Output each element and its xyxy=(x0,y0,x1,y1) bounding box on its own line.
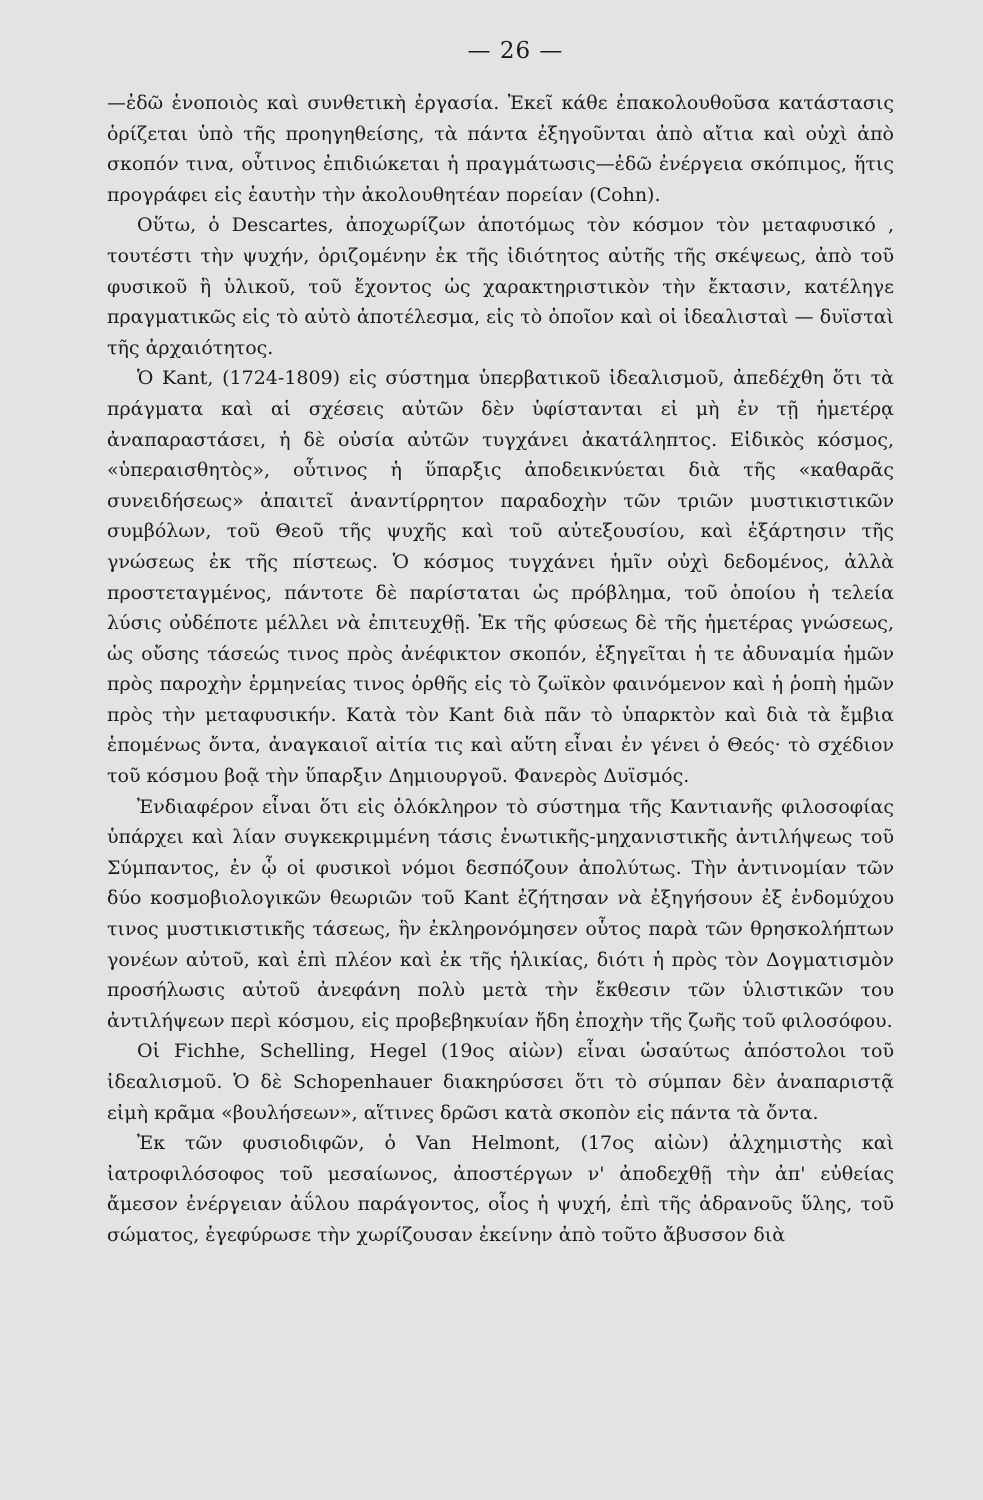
paragraph-kantian-philosophy: Ἐνδιαφέρον εἶναι ὅτι εἰς ὁλόκληρον τὸ σύστημα τῆς Καντιανῆς φιλοσοφίας ὑπάρχει καὶ λίαν συγκεκριμμένη τάσις ἑνωτικῆς-μηχανιστικῆς ἀντιλήψεως τοῦ Σύμπαντος, ἐν ᾧ οἱ φυσικοὶ νόμοι δεσπόζουν ἀπολύτως. Τὴν ἀντινομίαν τῶν δύο κοσμοβιολογικῶν θεωριῶν τοῦ Kant ἐζήτησαν νὰ ἐξηγήσουν ἐξ ἐνδομύχου τινος μυστικιστικῆς τάσεως, ἣν ἐκληρονόμησεν οὗτος παρὰ τῶν θρησκολήπτων γονέων αὐτοῦ, καὶ ἐπὶ πλέον καὶ ἐκ τῆς ἡλικίας, διότι ἡ πρὸς τὸν Δογματισμὸν προσήλωσις αὐτοῦ ἀνεφάνη πολὺ μετὰ τὴν ἔκθεσιν τῶν ὑλιστικῶν του ἀντιλήψεων περὶ κόσμου, εἰς προβεβηκυίαν ἤδη ἐποχὴν τῆς ζωῆς τοῦ φιλοσόφου. xyxy=(107,795,894,1032)
paragraph-kant: Ὁ Kant, (1724-1809) εἰς σύστημα ὑπερβατικοῦ ἰδεαλισμοῦ, ἀπεδέχθη ὅτι τὰ πράγματα καὶ αἱ σχέσεις αὐτῶν δὲν ὑφίστανται εἰ μὴ ἐν τῇ ἡμετέρᾳ ἀναπαραστάσει, ἡ δὲ οὐσία αὐτῶν τυγχάνει ἀκατάληπτος. Εἰδικὸς κόσμος, «ὑπεραισθητὸς», οὗτινος ἡ ὕπαρξις ἀποδεικνύεται διὰ τῆς «καθαρᾶς συνειδήσεως» ἀπαιτεῖ ἀναντίρρητον παραδοχὴν τῶν τριῶν μυστικιστικῶν συμβόλων, τοῦ Θεοῦ τῆς ψυχῆς καὶ τοῦ αὐτεξουσίου, καὶ ἐξάρτησιν τῆς γνώσεως ἐκ τῆς πίστεως. Ὁ κόσμος τυγχάνει ἡμῖν οὐχὶ δεδομένος, ἀλλὰ προστεταγμένος, πάντοτε δὲ παρίσταται ὡς πρόβλημα, τοῦ ὁποίου ἡ τελεία λύσις οὐδέποτε μέλλει νὰ ἐπιτευχθῇ. Ἐκ τῆς φύσεως δὲ τῆς ἡμετέρας γνώσεως, ὡς οὔσης τάσεώς τινος πρὸς ἀνέφικτον σκοπόν, ἐξηγεῖται ἡ τε ἀδυναμία ἡμῶν πρὸς παροχὴν ἑρμηνείας τινος ὀρθῆς εἰς τὸ ζωϊκὸν φαινόμενον καὶ ἡ ῥοπὴ ἡμῶν πρὸς τὴν μεταφυσικήν. Κατὰ τὸν Kant διὰ πᾶν τὸ ὑπαρκτὸν καὶ διὰ τὰ ἔμβια ἑπομένως ὄντα, ἀναγκαιοῖ αἰτία τις καὶ αὕτη εἶναι ἐν γένει ὁ Θεός· τὸ σχέδιον τοῦ κόσμου βοᾷ τὴν ὕπαρξιν Δημιουργοῦ. Φανερὸς Δυϊσμός. xyxy=(107,367,894,788)
paragraph-van-helmont: Ἐκ τῶν φυσιοδιφῶν, ὁ Van Helmont, (17ος αἰὼν) ἀλχημιστὴς καὶ ἰατροφιλόσοφος τοῦ μεσαίωνος, ἀποστέργων ν' ἀποδεχθῇ τὴν ἀπ' εὐθείας ἄμεσον ἐνέργειαν ἀΰλου παράγοντος, οἷος ἡ ψυχή, ἐπὶ τῆς ἀδρανοῦς ὕλης, τοῦ σώματος, ἐγεφύρωσε τὴν χωρίζουσαν ἐκείνην ἀπὸ τοῦτο ἄβυσσον διὰ xyxy=(107,1132,894,1246)
paragraph-continuation-cohn: —ἐδῶ ἑνοποιὸς καὶ συνθετικὴ ἐργασία. Ἐκεῖ κάθε ἐπακολουθοῦσα κατάστασις ὁρίζεται ὑπὸ τῆς προηγηθείσης, τὰ πάντα ἐξηγοῦνται ἀπὸ αἴτια καὶ οὐχὶ ἀπὸ σκοπόν τινα, οὗτινος ἐπιδιώκεται ἡ πραγμάτωσις—ἐδῶ ἐνέργεια σκόπιμος, ἥτις προγράφει εἰς ἑαυτὴν τὴν ἀκολουθητέαν πορείαν (Cohn). xyxy=(107,92,894,206)
paragraph-descartes: Οὕτω, ὁ Descartes, ἀποχωρίζων ἀποτόμως τὸν κόσμον τὸν μεταφυσικό , τουτέστι τὴν ψυχήν, ὁριζομένην ἐκ τῆς ἰδιότητος αὐτῆς τῆς σκέψεως, ἀπὸ τοῦ φυσικοῦ ἢ ὑλικοῦ, τοῦ ἔχοντος ὡς χαρακτηριστικὸν τὴν ἔκτασιν, κατέληγε πραγματικῶς εἰς τὸ αὐτὸ ἀποτέλεσμα, εἰς τὸ ὁποῖον καὶ οἱ ἰδεαλισταὶ — δυϊσταὶ τῆς ἀρχαιότητος. xyxy=(107,214,894,359)
body-text xyxy=(107,88,894,1251)
page-number: — 26 — xyxy=(467,38,564,64)
paragraph-fichte-schelling-hegel: Οἱ Fichhe, Schelling, Hegel (19ος αἰὼν) εἶναι ὡσαύτως ἀπόστολοι τοῦ ἰδεαλισμοῦ. Ὁ δὲ Schopenhauer διακηρύσσει ὅτι τὸ σύμπαν δὲν ἀναπαριστᾷ εἰμὴ κρᾶμα «βουλήσεων», αἵτινες δρῶσι κατὰ σκοπὸν εἰς πάντα τὰ ὄντα. xyxy=(107,1040,894,1124)
